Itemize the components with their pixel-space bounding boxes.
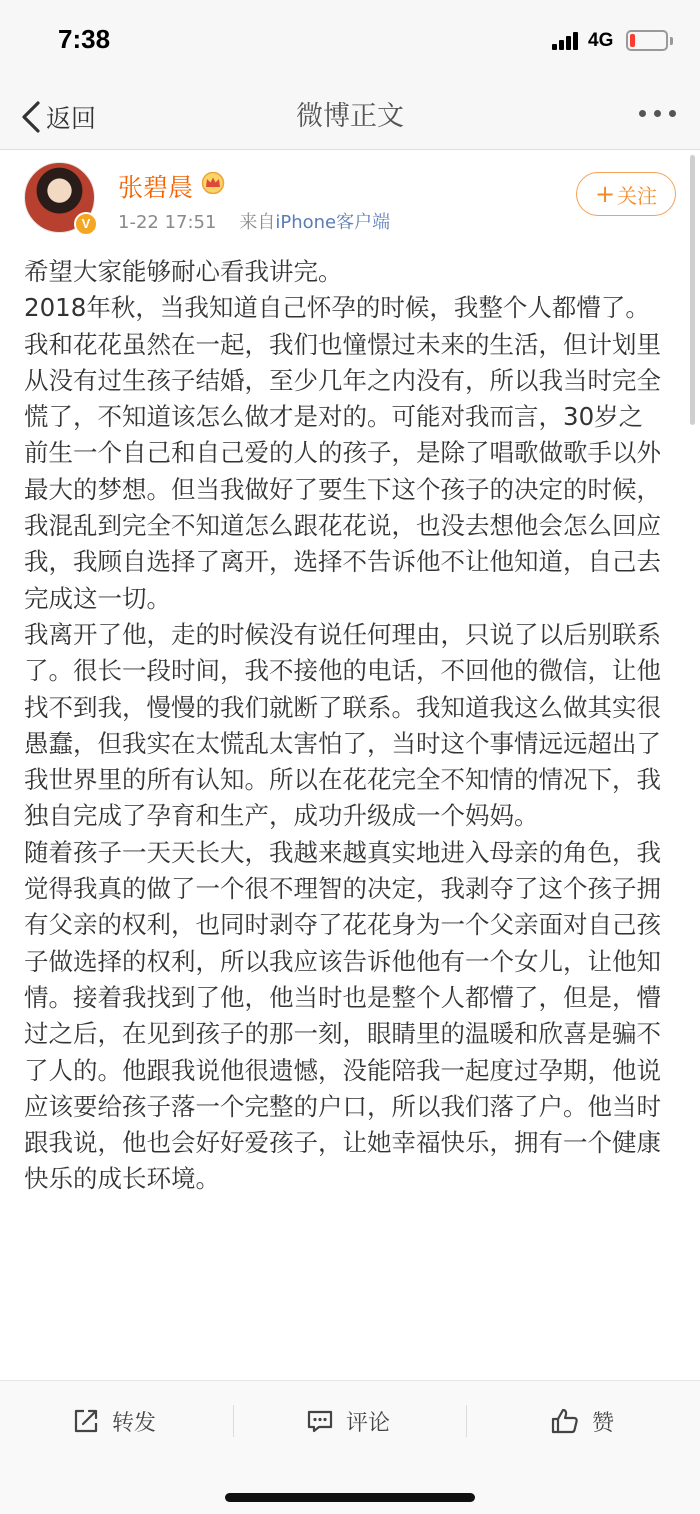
nav-bar [0, 84, 700, 150]
username[interactable]: 张碧晨 [118, 173, 194, 202]
verified-icon: V [74, 212, 98, 236]
post-meta [118, 208, 390, 234]
plus-icon: + [594, 180, 616, 208]
scrollbar[interactable] [690, 155, 695, 425]
follow-label: 关注 [617, 183, 658, 208]
home-indicator [225, 1493, 475, 1502]
post-header [0, 150, 700, 246]
like-label: 赞 [592, 1410, 615, 1436]
post-paragraph: 我离开了他，走的时候没有说任何理由，只说了以后别联系了。很长一段时间，我不接他的电话，不回他的微信，让他找不到我，慢慢的我们就断了联系。我知道我这么做其实很愚蠢，但我实在太慌乱太害怕了，当时这个事情远远超出了我世界里的所有认知。所以在花花完全不知情的情况下，我独自完成了孕育和生产，成功升级成一个妈妈。 [24, 619, 661, 831]
follow-button[interactable] [576, 172, 676, 216]
page-title: 微博正文 [296, 101, 404, 132]
signal-icon [552, 32, 582, 50]
comment-button[interactable] [306, 1403, 390, 1439]
like-icon [550, 1407, 580, 1435]
back-label: 返回 [46, 104, 97, 133]
post-timestamp: 1-22 17:51 [118, 212, 217, 233]
more-icon[interactable] [639, 110, 676, 117]
post-body [24, 254, 664, 1198]
post-paragraph: 希望大家能够耐心看我讲完。 [24, 257, 343, 286]
repost-icon [72, 1407, 100, 1435]
divider [233, 1405, 234, 1437]
comment-icon [306, 1407, 334, 1435]
repost-button[interactable] [72, 1403, 156, 1439]
battery-icon [626, 30, 668, 51]
source-prefix: 来自 [239, 212, 276, 233]
repost-label: 转发 [112, 1410, 157, 1436]
status-time: 7:38 [58, 24, 111, 54]
comment-label: 评论 [346, 1410, 391, 1436]
action-bar [0, 1380, 700, 1514]
network-type: 4G [588, 30, 614, 51]
divider [466, 1405, 467, 1437]
post-paragraph: 2018年秋，当我知道自己怀孕的时候，我整个人都懵了。我和花花虽然在一起，我们也憧憬过未来的生活，但计划里从没有过生孩子结婚，至少几年之内没有，所以我当时完全慌了，不知道该怎么做才是对的。可能对我而言，30岁之前生一个自己和自己爱的人的孩子，是除了唱歌做歌手以外最大的梦想。但当我做好了要生下这个孩子的决定的时候，我混乱到完全不知道怎么跟花花说，也没去想他会怎么回应我，我顾自选择了离开，选择不告诉他不让他知道，自己去完成这一切。 [24, 293, 661, 613]
status-bar [0, 0, 700, 84]
post-paragraph: 随着孩子一天天长大，我越来越真实地进入母亲的角色，我觉得我真的做了一个很不理智的决定，我剥夺了这个孩子拥有父亲的权利，也同时剥夺了花花身为一个父亲面对自己孩子做选择的权利，所以我应该告诉他他有一个女儿，让他知情。接着我找到了他，他当时也是整个人都懵了，但是，懵过之后，在见到孩子的那一刻，眼睛里的温暖和欣喜是骗不了人的。他跟我说他很遗憾，没能陪我一起度过孕期，他说应该要给孩子落一个完整的户口，所以我们落了户。他当时跟我说，他也会好好爱孩子，让她幸福快乐，拥有一个健康快乐的成长环境。 [24, 837, 661, 1194]
like-button[interactable] [550, 1403, 614, 1439]
battery-tip [670, 37, 673, 45]
crown-icon [200, 172, 226, 194]
source-link[interactable]: iPhone客户端 [275, 212, 391, 233]
